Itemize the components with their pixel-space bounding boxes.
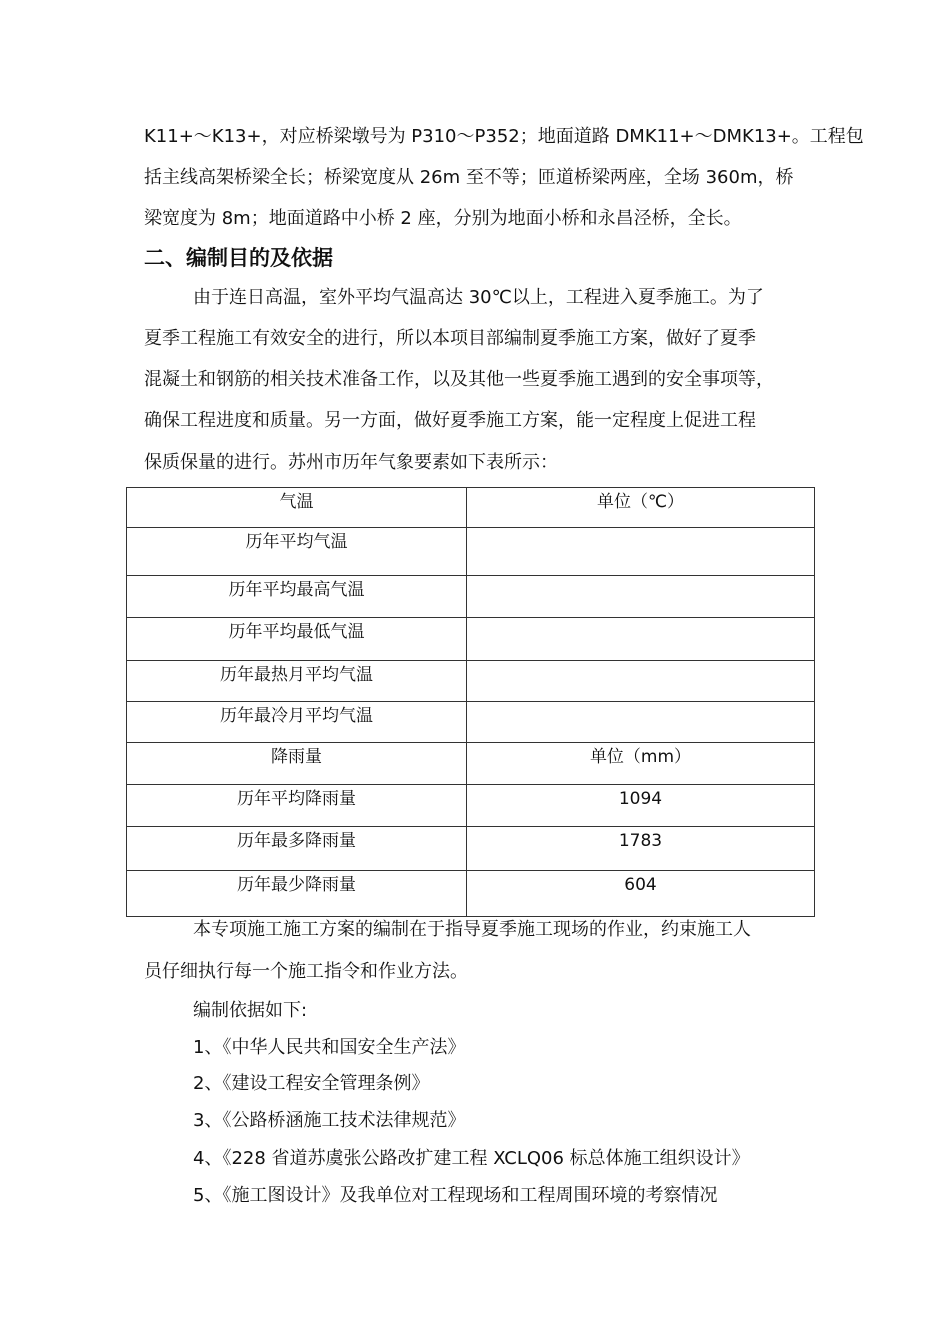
table-cell: 降雨量: [127, 743, 467, 785]
table-row: [127, 827, 815, 871]
table-cell: 历年最冷月平均气温: [127, 702, 467, 743]
weather-table: [126, 487, 815, 917]
table-cell: 历年平均最高气温: [127, 576, 467, 618]
basis-item: 2、《建设工程安全管理条例》: [193, 1073, 430, 1094]
table-cell: 历年最少降雨量: [127, 871, 467, 917]
body-line: 本专项施工施工方案的编制在于指导夏季施工现场的作业，约束施工人: [193, 919, 751, 940]
table-cell: 历年平均最低气温: [127, 618, 467, 661]
table-row: [127, 661, 815, 702]
table-cell: 单位（℃）: [467, 488, 815, 528]
table-cell: 历年平均气温: [127, 528, 467, 576]
purpose-line: 由于连日高温，室外平均气温高达 30℃以上，工程进入夏季施工。为了: [193, 287, 764, 308]
table-cell: [467, 618, 815, 661]
table-row: [127, 743, 815, 785]
table-row: [127, 871, 815, 917]
basis-label: 编制依据如下:: [193, 1000, 308, 1021]
table-cell: 历年平均降雨量: [127, 785, 467, 827]
table-row: [127, 528, 815, 576]
table-cell: 历年最热月平均气温: [127, 661, 467, 702]
table-cell: [467, 661, 815, 702]
table-cell: 历年最多降雨量: [127, 827, 467, 871]
purpose-line: 确保工程进度和质量。另一方面，做好夏季施工方案，能一定程度上促进工程: [144, 410, 756, 431]
table-cell: 单位（mm）: [467, 743, 815, 785]
section-heading: 二、编制目的及依据: [144, 246, 333, 270]
basis-item: 1、《中华人民共和国安全生产法》: [193, 1037, 466, 1058]
intro-line: K11+～K13+，对应桥梁墩号为 P310～P352；地面道路 DMK11+～DMK13+。工程包: [144, 126, 864, 147]
table-row: [127, 488, 815, 528]
table-row: [127, 618, 815, 661]
table-row: [127, 702, 815, 743]
intro-line: 梁宽度为 8m；地面道路中小桥 2 座，分别为地面小桥和永昌泾桥，全长。: [144, 208, 742, 229]
table-cell: 气温: [127, 488, 467, 528]
table-cell: [467, 576, 815, 618]
table-cell: 1783: [467, 827, 815, 871]
table-row: [127, 576, 815, 618]
basis-item: 3、《公路桥涵施工技术法律规范》: [193, 1110, 466, 1131]
purpose-line: 混凝土和钢筋的相关技术准备工作，以及其他一些夏季施工遇到的安全事项等，: [144, 369, 774, 390]
table-cell: [467, 528, 815, 576]
table-cell: 1094: [467, 785, 815, 827]
table-row: [127, 785, 815, 827]
purpose-line: 保质保量的进行。苏州市历年气象要素如下表所示：: [144, 452, 558, 473]
table-cell: [467, 702, 815, 743]
basis-item: 4、《228 省道苏虞张公路改扩建工程 XCLQ06 标总体施工组织设计》: [193, 1148, 750, 1169]
basis-item: 5、《施工图设计》及我单位对工程现场和工程周围环境的考察情况: [193, 1185, 718, 1206]
table-cell: 604: [467, 871, 815, 917]
body-line: 员仔细执行每一个施工指令和作业方法。: [144, 961, 468, 982]
purpose-line: 夏季工程施工有效安全的进行，所以本项目部编制夏季施工方案，做好了夏季: [144, 328, 756, 349]
intro-line: 括主线高架桥梁全长；桥梁宽度从 26m 至不等；匝道桥梁两座，全场 360m，桥: [144, 167, 794, 188]
